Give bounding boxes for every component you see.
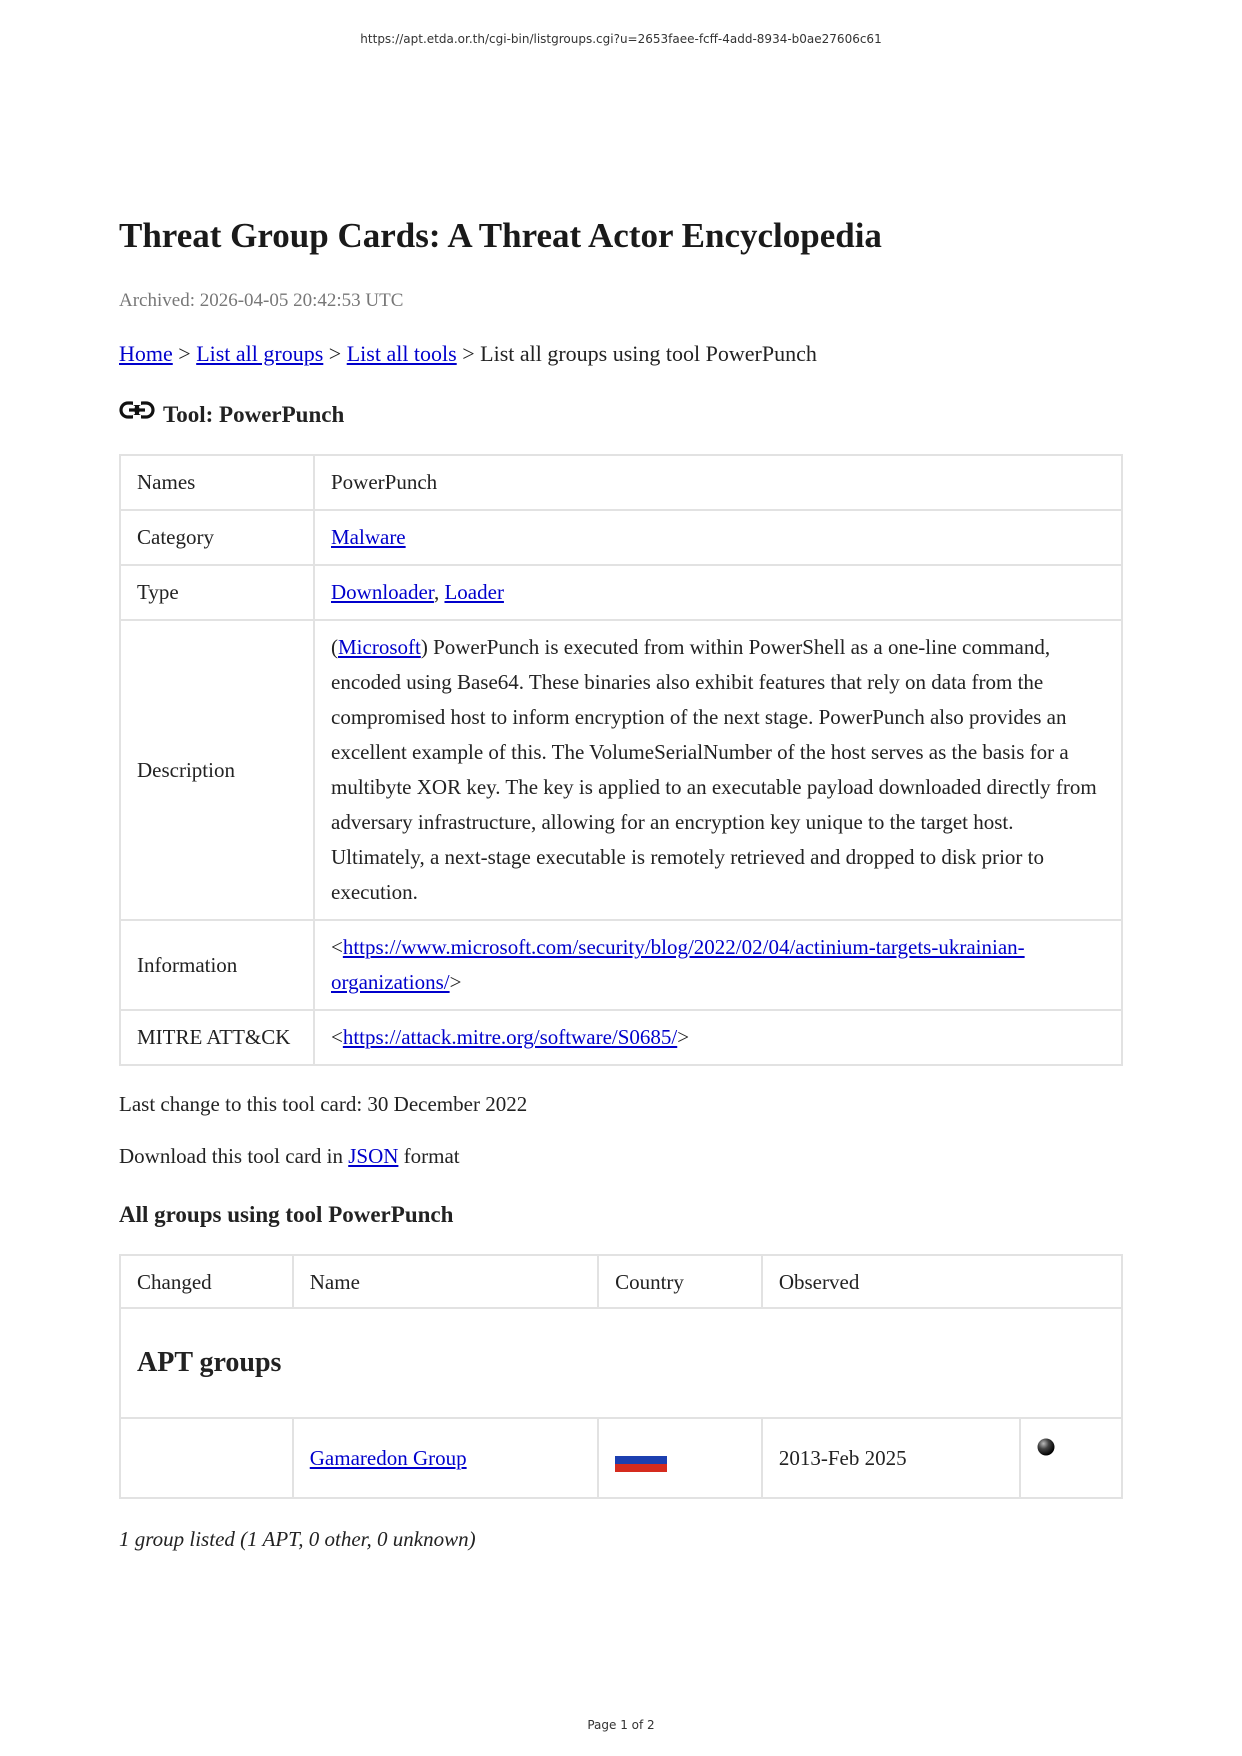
names-label: Names (120, 455, 314, 510)
breadcrumb (119, 340, 1123, 368)
groups-table (119, 1254, 1123, 1499)
flag-stripe-white (615, 1449, 667, 1457)
breadcrumb-home-link[interactable]: Home (119, 341, 173, 366)
flag-stripe-blue (615, 1456, 667, 1464)
description-value (314, 620, 1122, 920)
last-change-text: Last change to this tool card: 30 December 2022 (119, 1092, 528, 1116)
page-title: Threat Group Cards: A Threat Actor Encyclopedia (119, 216, 882, 255)
description-paren: ( (331, 635, 338, 659)
tool-card-table (119, 454, 1123, 1066)
groups-heading: All groups using tool PowerPunch (119, 1202, 454, 1227)
download-text-after: format (398, 1144, 460, 1168)
names-value: PowerPunch (314, 455, 1122, 510)
information-value (314, 920, 1122, 1010)
type-downloader-link[interactable]: Downloader (331, 580, 434, 604)
page-url-header: https://apt.etda.or.th/cgi-bin/listgroups.cgi?u=2653faee-fcff-4add-8934-b0ae27606c61 (360, 32, 882, 46)
category-malware-link[interactable]: Malware (331, 525, 406, 549)
table-row (120, 510, 1122, 565)
changed-cell (120, 1418, 293, 1498)
main-content (119, 210, 1123, 1553)
breadcrumb-separator: > (178, 341, 191, 366)
json-download-link[interactable]: JSON (348, 1144, 399, 1168)
type-separator: , (433, 580, 440, 604)
table-row (120, 455, 1122, 510)
type-loader-link[interactable]: Loader (444, 580, 504, 604)
russia-flag-icon (615, 1449, 667, 1472)
table-row (120, 620, 1122, 920)
download-text: Download this tool card in (119, 1144, 349, 1168)
type-label: Type (120, 565, 314, 620)
archived-timestamp: Archived: 2026-04-05 20:42:53 UTC (119, 290, 404, 311)
groups-table-header (120, 1255, 1122, 1308)
tool-heading-text: Tool: PowerPunch (163, 402, 345, 427)
download-line (119, 1142, 1123, 1170)
mitre-value (314, 1010, 1122, 1065)
angle-close: > (677, 1025, 690, 1049)
breadcrumb-groups-link[interactable]: List all groups (196, 341, 324, 366)
description-label: Description (120, 620, 314, 920)
table-row (120, 1418, 1122, 1498)
description-text: ) PowerPunch is executed from within PowerShell as a one-line command, encoded using Base64. These binaries also exhibit features that rely on data from the compromised host to inform encryption of the next stage. PowerPunch also provides an excellent example of this. The VolumeSerialNumber of the host serves as the basis for a multibyte XOR key. The key is applied to an executable payload downloaded directly from adversary infrastructure, allowing for an encryption key unique to the target host. Ultimately, a next-stage executable is remotely retrieved and dropped to disk prior to execution. (331, 635, 1097, 904)
breadcrumb-separator: > (462, 341, 475, 366)
column-header-changed: Changed (120, 1255, 293, 1308)
table-row (120, 565, 1122, 620)
description-microsoft-link[interactable]: Microsoft (338, 635, 421, 659)
angle-open: < (331, 935, 343, 959)
information-link[interactable]: https://www.microsoft.com/security/blog/2022/02/04/actinium-targets-ukrainian-organizations/ (331, 935, 1025, 994)
section-title-apt-groups: APT groups (120, 1308, 1122, 1418)
category-value (314, 510, 1122, 565)
mitre-link[interactable]: https://attack.mitre.org/software/S0685/ (342, 1025, 678, 1049)
black-ball-icon (1037, 1438, 1055, 1456)
breadcrumb-separator: > (328, 341, 342, 366)
page-footer: Page 1 of 2 (587, 1718, 655, 1732)
angle-close: > (449, 970, 462, 994)
type-value (314, 565, 1122, 620)
mitre-label: MITRE ATT&CK (120, 1010, 314, 1065)
column-header-country: Country (598, 1255, 762, 1308)
flag-stripe-red (615, 1464, 667, 1472)
section-row (120, 1308, 1122, 1418)
name-cell (293, 1418, 598, 1498)
status-cell (1020, 1418, 1122, 1498)
angle-open: < (331, 1025, 343, 1049)
observed-cell: 2013-Feb 2025 (762, 1418, 1020, 1498)
table-row (120, 1010, 1122, 1065)
category-label: Category (120, 510, 314, 565)
groups-summary: 1 group listed (1 APT, 0 other, 0 unknown) (119, 1527, 476, 1551)
information-label: Information (120, 920, 314, 1010)
link-icon (119, 400, 155, 422)
column-header-observed: Observed (762, 1255, 1122, 1308)
breadcrumb-current: List all groups using tool PowerPunch (480, 341, 817, 366)
country-cell (598, 1418, 762, 1498)
tool-heading (119, 400, 1123, 430)
group-name-link[interactable]: Gamaredon Group (309, 1446, 467, 1470)
column-header-name: Name (293, 1255, 598, 1308)
breadcrumb-tools-link[interactable]: List all tools (346, 341, 457, 366)
table-row (120, 920, 1122, 1010)
